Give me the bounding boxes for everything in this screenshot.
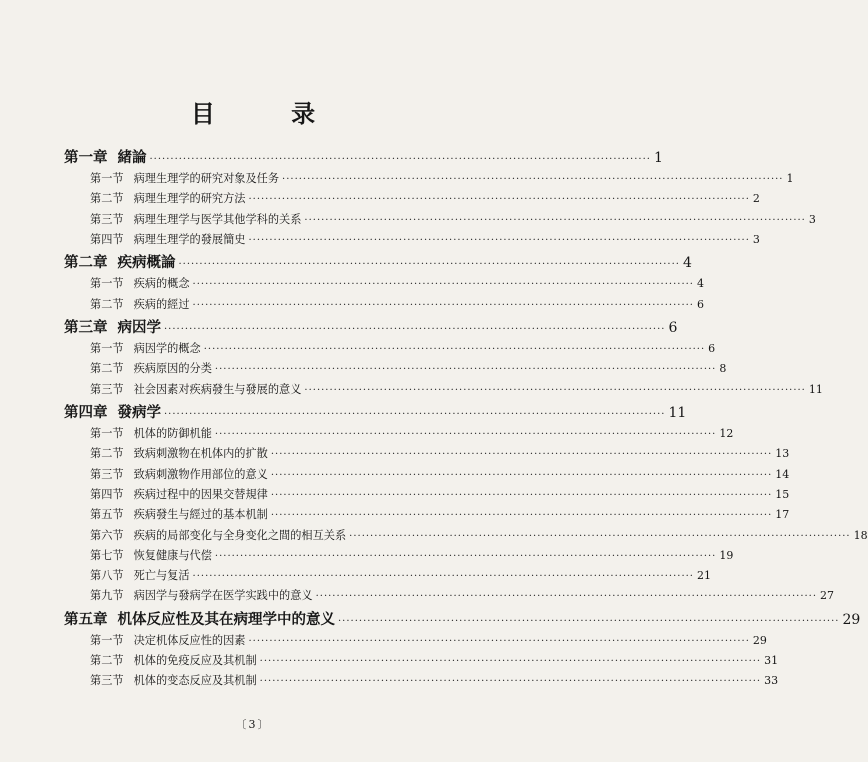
section-number: 第一节 (90, 427, 124, 441)
toc-section-row (64, 425, 734, 445)
chapter-number: 第一章 (64, 149, 108, 166)
toc-entry-label (90, 632, 245, 648)
section-number: 第二节 (90, 192, 124, 206)
toc-chapter-row (64, 316, 678, 340)
toc-section-row (64, 527, 868, 547)
toc-section-row (64, 466, 790, 486)
section-number: 第一节 (90, 633, 124, 647)
toc-page-number: 13 (775, 447, 790, 461)
dot-leader: ························································································································ (304, 384, 806, 396)
section-number: 第九节 (90, 589, 124, 603)
dot-leader: ························································································································ (270, 469, 773, 481)
page-number-footer: 〔3〕 (235, 718, 271, 731)
toc-entry-label (90, 567, 190, 583)
toc-page-number: 1 (786, 172, 794, 186)
toc-section-row (64, 547, 734, 567)
toc-section-row (64, 652, 779, 672)
toc-entry-label (90, 652, 257, 668)
chapter-title: 病因学 (117, 318, 161, 336)
toc-page-number: 6 (696, 297, 704, 311)
toc-page-number: 11 (808, 382, 823, 396)
section-title: 社会因素对疾病發生与發展的意义 (133, 382, 302, 396)
toc-chapter-row (64, 146, 663, 170)
toc-entry-label (90, 211, 301, 227)
toc-section-row (64, 587, 835, 607)
section-title: 决定机体反应性的因素 (133, 633, 246, 647)
toc-page-number: 3 (808, 212, 816, 226)
toc-entry-label (64, 146, 147, 167)
chapter-number: 第三章 (64, 318, 108, 336)
section-title: 病因学与發病学在医学实践中的意义 (133, 589, 313, 603)
section-number: 第一节 (90, 277, 124, 291)
toc-entry-label (90, 170, 279, 186)
toc-page-number: 27 (820, 589, 835, 603)
section-title: 病理生理学的發展簡史 (133, 232, 246, 246)
section-title: 疾病的局部变化与全身变化之間的相互关系 (133, 528, 347, 542)
section-number: 第二节 (90, 654, 124, 668)
toc-entry-label (64, 251, 176, 272)
toc-entry-label (90, 486, 268, 502)
section-number: 第四节 (90, 232, 124, 246)
toc-entry-label (90, 231, 245, 247)
toc-entry-label (90, 190, 245, 206)
toc-chapter-row (64, 401, 687, 425)
section-title: 机体的防御机能 (133, 427, 212, 441)
dot-leader: ························································································································ (203, 344, 706, 356)
toc-entry-label (90, 506, 268, 522)
section-title: 死亡与复活 (133, 569, 190, 583)
toc-page-number: 33 (764, 674, 779, 688)
toc-entry-label (90, 445, 268, 461)
toc-entry-label (90, 672, 257, 688)
chapter-number: 第四章 (64, 403, 108, 421)
toc-page-number: 1 (653, 150, 663, 166)
section-title: 机体的免疫反应及其机制 (133, 654, 257, 668)
section-number: 第一节 (90, 172, 124, 186)
toc-page-number: 14 (775, 467, 790, 481)
dot-leader: ························································································································ (164, 408, 666, 420)
toc-page-number: 12 (719, 427, 734, 441)
toc-entry-label (90, 587, 313, 603)
chapter-number: 第五章 (64, 610, 108, 628)
toc-section-row (64, 190, 760, 210)
toc-page-number: 15 (775, 487, 790, 501)
toc-page-number: 29 (842, 611, 861, 628)
toc-page-number: 6 (708, 342, 716, 356)
section-number: 第七节 (90, 548, 124, 562)
toc-section-row (64, 275, 704, 295)
toc-page-number: 19 (719, 548, 734, 562)
section-title: 病理生理学的研究对象及任务 (133, 172, 280, 186)
dot-leader: ························································································································ (338, 615, 840, 627)
dot-leader: ························································································································ (270, 449, 773, 461)
toc-section-row (64, 296, 704, 316)
section-title: 疾病的經过 (133, 297, 190, 311)
section-number: 第二节 (90, 447, 124, 461)
dot-leader: ························································································································ (248, 234, 750, 246)
toc-entry-label (64, 316, 161, 337)
toc-page-number: 6 (668, 319, 678, 336)
toc-section-row (64, 672, 779, 692)
toc-entry-label (64, 608, 335, 629)
section-title: 恢复健康与代偿 (133, 548, 212, 562)
section-title: 疾病过程中的因果交替規律 (133, 487, 268, 501)
toc-page-number: 4 (696, 277, 704, 291)
toc-page-number: 18 (853, 528, 868, 542)
section-number: 第三节 (90, 674, 124, 688)
toc-page-number: 8 (719, 362, 727, 376)
toc-section-row (64, 360, 727, 380)
dot-leader: ························································································································ (149, 154, 651, 165)
table-of-contents (64, 146, 868, 693)
section-title: 致病刺激物作用部位的意义 (133, 467, 268, 481)
toc-entry-label (90, 425, 212, 441)
toc-entry-label (90, 340, 201, 356)
toc-entry-label (64, 401, 161, 422)
toc-page-number: 2 (752, 192, 760, 206)
dot-leader: ························································································································ (259, 676, 762, 688)
toc-entry-label (90, 527, 346, 543)
section-number: 第三节 (90, 382, 124, 396)
toc-entry-label (90, 381, 301, 397)
dot-leader: ························································································································ (270, 489, 773, 501)
dot-leader: ························································································································ (349, 530, 851, 542)
chapter-title: 机体反应性及其在病理学中的意义 (117, 610, 335, 628)
dot-leader: ························································································································ (192, 571, 694, 583)
toc-section-row (64, 340, 716, 360)
section-title: 机体的变态反应及其机制 (133, 674, 257, 688)
section-number: 第六节 (90, 528, 124, 542)
dot-leader: ························································································································ (164, 323, 666, 335)
dot-leader: ························································································································ (248, 635, 750, 647)
chapter-title: 疾病概論 (117, 254, 176, 272)
dot-leader: ························································································································ (214, 550, 717, 562)
dot-leader: ························································································································ (192, 299, 694, 311)
section-number: 第二节 (90, 362, 124, 376)
toc-section-row (64, 486, 790, 506)
toc-entry-label (90, 466, 268, 482)
chapter-title: 發病学 (117, 403, 161, 421)
toc-page-number: 11 (668, 404, 687, 421)
section-title: 疾病發生与經过的基本机制 (133, 508, 268, 522)
toc-section-row (64, 170, 794, 190)
section-number: 第三节 (90, 467, 124, 481)
chapter-number: 第二章 (64, 254, 108, 272)
dot-leader: ························································································································ (259, 656, 762, 668)
section-title: 疾病原因的分类 (133, 362, 212, 376)
toc-section-row (64, 632, 767, 652)
toc-section-row (64, 445, 790, 465)
section-title: 病因学的概念 (133, 342, 201, 356)
toc-page-number: 29 (752, 633, 767, 647)
page-title: 目 录 (190, 99, 350, 128)
toc-section-row (64, 567, 711, 587)
section-number: 第一节 (90, 342, 124, 356)
dot-leader: ························································································································ (178, 259, 680, 271)
toc-section-row (64, 231, 760, 251)
toc-entry-label (90, 275, 190, 291)
dot-leader: ························································································································ (192, 279, 694, 291)
dot-leader: ························································································································ (270, 510, 773, 522)
section-title: 致病刺激物在机体内的扩散 (133, 447, 268, 461)
toc-section-row (64, 506, 790, 526)
dot-leader: ························································································································ (248, 194, 750, 206)
toc-page-number: 3 (752, 232, 760, 246)
toc-entry-label (90, 360, 212, 376)
toc-page-number: 4 (682, 255, 692, 272)
section-number: 第二节 (90, 297, 124, 311)
section-number: 第五节 (90, 508, 124, 522)
toc-page-number: 21 (696, 569, 711, 583)
section-title: 疾病的概念 (133, 277, 190, 291)
dot-leader: ························································································································ (214, 429, 717, 441)
toc-page-number: 31 (764, 654, 779, 668)
toc-entry-label (90, 296, 190, 312)
toc-section-row (64, 381, 823, 401)
toc-chapter-row (64, 608, 861, 632)
toc-section-row (64, 211, 816, 231)
dot-leader: ························································································································ (214, 364, 717, 376)
toc-entry-label (90, 547, 212, 563)
section-number: 第三节 (90, 212, 124, 226)
dot-leader: ························································································································ (315, 591, 818, 603)
section-title: 病理生理学的研究方法 (133, 192, 246, 206)
dot-leader: ························································································································ (304, 214, 806, 226)
dot-leader: ························································································································ (282, 174, 784, 186)
section-title: 病理生理学与医学其他学科的关系 (133, 212, 302, 226)
toc-page-number: 17 (775, 508, 790, 522)
section-number: 第四节 (90, 487, 124, 501)
chapter-title: 緒論 (117, 149, 147, 166)
section-number: 第八节 (90, 569, 124, 583)
toc-chapter-row (64, 251, 692, 275)
